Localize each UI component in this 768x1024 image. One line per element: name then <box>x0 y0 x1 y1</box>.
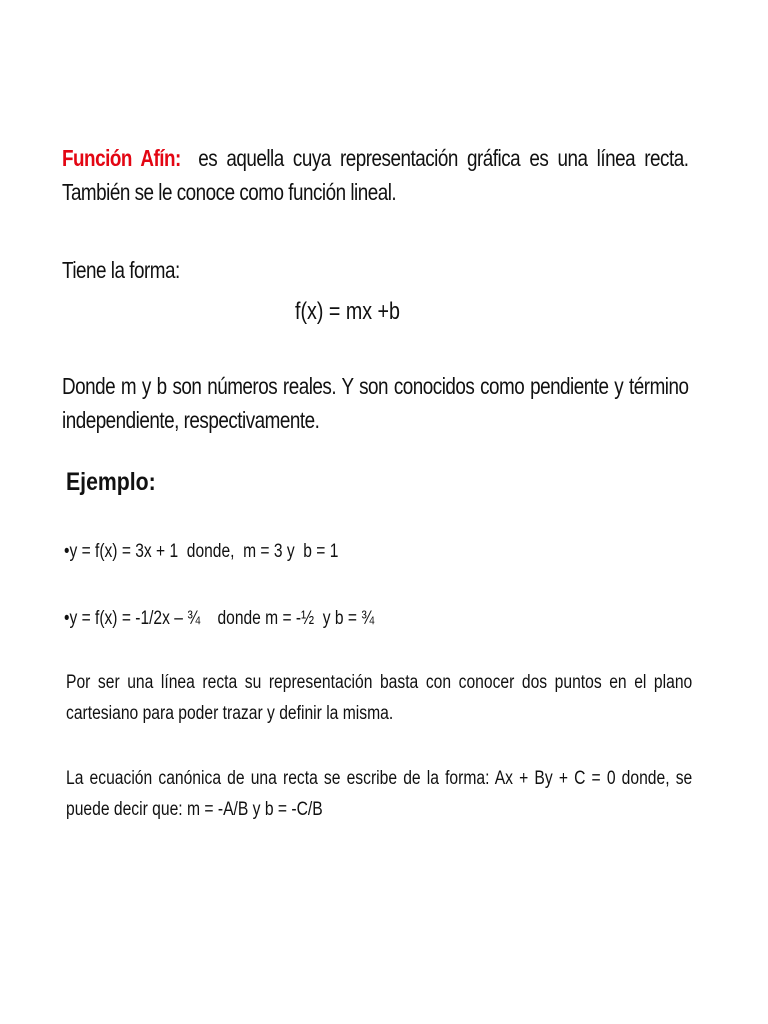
canonical-equation-paragraph: La ecuación canónica de una recta se escribe de la forma: Ax + By + C = 0 donde, se puede decir que: m = -A/B y b = -C/B <box>66 768 693 820</box>
example-item-2: •y = f(x) = -1/2x – ¾ donde m = -½ y b = ¾ <box>64 608 375 629</box>
example-item-1: •y = f(x) = 3x + 1 donde, m = 3 y b = 1 <box>64 541 339 562</box>
parameters-paragraph: Donde m y b son números reales. Y son conocidos como pendiente y término independiente, respectivamente. <box>62 373 689 433</box>
definition-paragraph <box>62 141 688 209</box>
line-points-paragraph: Por ser una línea recta su representación basta con conocer dos puntos en el plano cartesiano para poder trazar y definir la misma. <box>66 672 693 724</box>
definition-term: Función Afín: <box>62 145 181 171</box>
general-formula: f(x) = mx +b <box>295 298 400 325</box>
definition-text: es aquella cuya representación gráfica es una línea recta. También se le conoce como función lineal. <box>62 145 689 205</box>
example-heading: Ejemplo: <box>66 468 156 496</box>
form-label: Tiene la forma: <box>62 257 180 283</box>
